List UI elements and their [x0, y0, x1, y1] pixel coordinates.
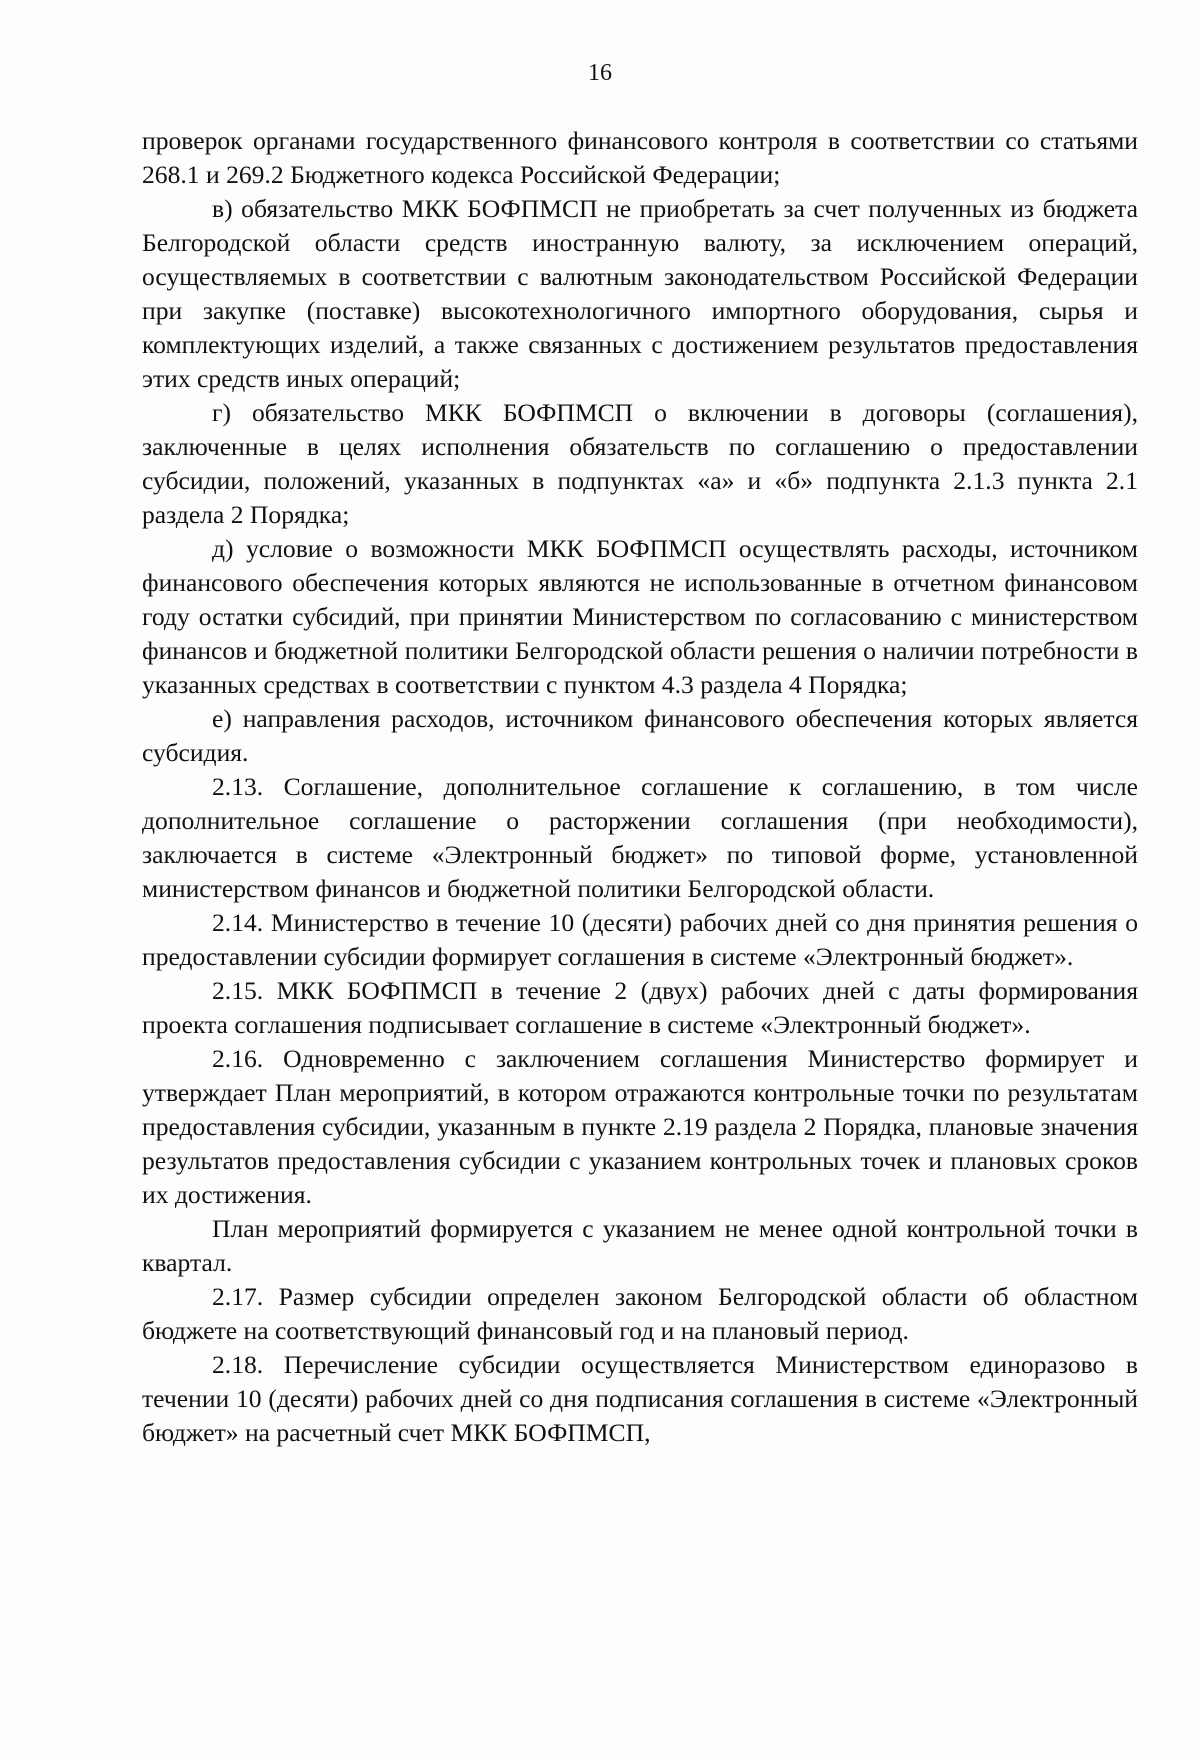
paragraph-item-g: г) обязательство МКК БОФПМСП о включении в договоры (соглашения), заключенные в целях исполнения обязательств по соглашению о предоставлении субсидии, положений, указанных в подпунктах «а» и «б» подпункта 2.1.3 пункта 2.1 раздела 2 Порядка; — [142, 398, 1138, 529]
paragraph-item-e: е) направления расходов, источником финансового обеспечения которых является субсидия. — [142, 704, 1138, 767]
paragraph-2-17: 2.17. Размер субсидии определен законом Белгородской области об областном бюджете на соответствующий финансовый год и на плановый период. — [142, 1282, 1138, 1345]
paragraph-2-16: 2.16. Одновременно с заключением соглашения Министерство формирует и утверждает План мероприятий, в котором отражаются контрольные точки по результатам предоставления субсидии, указанным в пункте 2.19 раздела 2 Порядка, плановые значения результатов предоставления субсидии с указанием контрольных точек и плановых сроков их достижения. — [142, 1044, 1138, 1209]
paragraph-plan: План мероприятий формируется с указанием не менее одной контрольной точки в квартал. — [142, 1214, 1138, 1277]
paragraph-2-13: 2.13. Соглашение, дополнительное соглашение к соглашению, в том числе дополнительное соглашение о расторжении соглашения (при необходимости), заключается в системе «Электронный бюджет» по типовой форме, установленной министерством финансов и бюджетной политики Белгородской области. — [142, 772, 1138, 903]
paragraph-2-18: 2.18. Перечисление субсидии осуществляется Министерством единоразово в течении 10 (десяти) рабочих дней со дня подписания соглашения в системе «Электронный бюджет» на расчетный счет МКК БОФПМСП, — [142, 1350, 1138, 1447]
document-body — [142, 124, 1138, 1450]
paragraph-item-d: д) условие о возможности МКК БОФПМСП осуществлять расходы, источником финансового обеспечения которых являются не использованные в отчетном финансовом году остатки субсидий, при принятии Министерством по согласованию с министерством финансов и бюджетной политики Белгородской области решения о наличии потребности в указанных средствах в соответствии с пунктом 4.3 раздела 4 Порядка; — [142, 534, 1138, 699]
paragraph-2-14: 2.14. Министерство в течение 10 (десяти) рабочих дней со дня принятия решения о предоставлении субсидии формирует соглашения в системе «Электронный бюджет». — [142, 908, 1138, 971]
page-number: 16 — [588, 60, 612, 86]
paragraph-continuation: проверок органами государственного финансового контроля в соответствии со статьями 268.1 и 269.2 Бюджетного кодекса Российской Федерации; — [142, 126, 1138, 189]
paragraph-item-v: в) обязательство МКК БОФПМСП не приобретать за счет полученных из бюджета Белгородской области средств иностранную валюту, за исключением операций, осуществляемых в соответствии с валютным законодательством Российской Федерации при закупке (поставке) высокотехнологичного импортного оборудования, сырья и комплектующих изделий, а также связанных с достижением результатов предоставления этих средств иных операций; — [142, 194, 1138, 393]
paragraph-2-15: 2.15. МКК БОФПМСП в течение 2 (двух) рабочих дней с даты формирования проекта соглашения подписывает соглашение в системе «Электронный бюджет». — [142, 976, 1138, 1039]
